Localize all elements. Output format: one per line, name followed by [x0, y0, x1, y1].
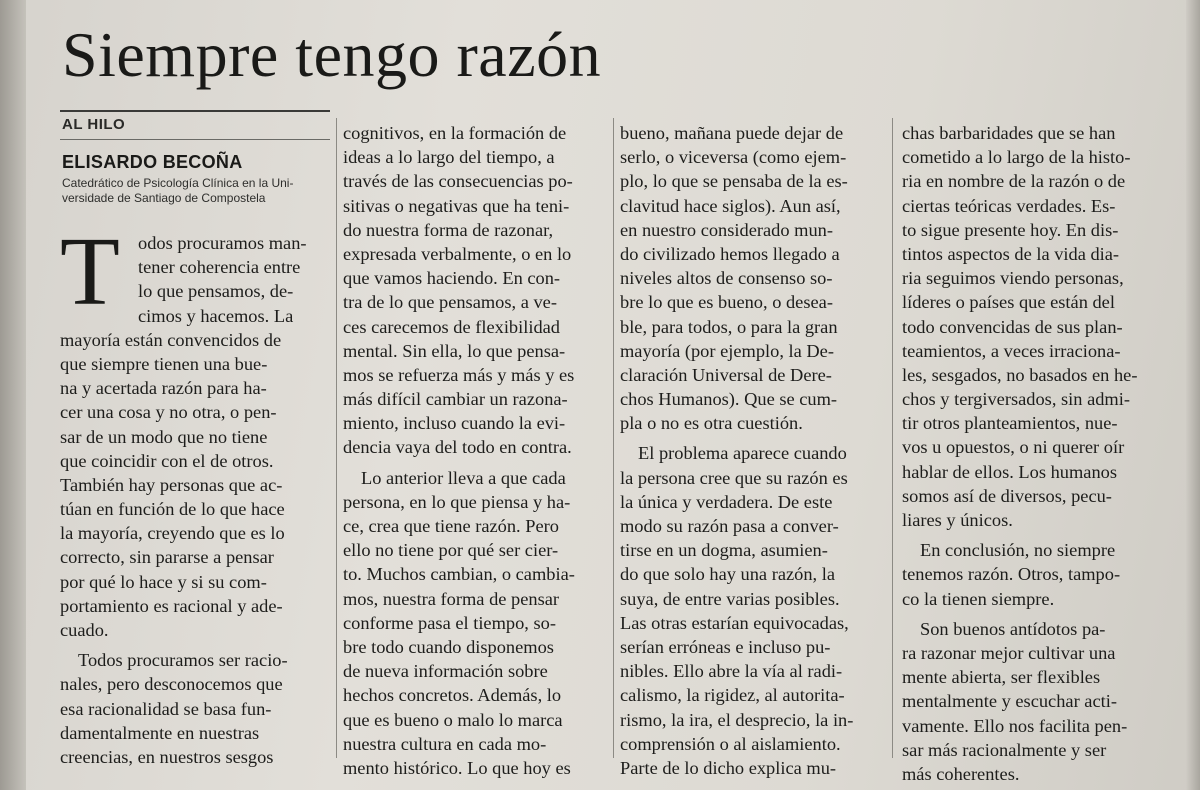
text-line: mente abierta, ser flexibles	[902, 667, 1101, 688]
text-line: hablar de ellos. Los humanos	[902, 461, 1118, 482]
text-line: do nuestra forma de razonar,	[343, 219, 554, 240]
text-line: en nuestro considerado mun-	[620, 219, 833, 240]
text-line: correcto, sin pararse a pensar	[60, 547, 274, 568]
drop-cap: T	[60, 218, 120, 326]
text-line: mental. Sin ella, lo que pensa-	[343, 340, 566, 361]
text-line: portamiento es racional y ade-	[60, 595, 283, 616]
column-divider	[336, 118, 337, 758]
section-tag: AL HILO	[62, 116, 126, 133]
text-line: bre lo que es bueno, o desea-	[620, 292, 833, 313]
text-line: cuado.	[60, 620, 109, 640]
text-line: co la tienen siempre.	[902, 588, 1055, 609]
text-line: Todos procuramos ser racio-	[78, 650, 288, 671]
text-line: Parte de lo dicho explica mu-	[620, 757, 837, 778]
text-line: tintos aspectos de la vida dia-	[902, 243, 1120, 264]
text-line: claración Universal de Dere-	[620, 364, 832, 385]
text-line: todo convencidas de sus plan-	[902, 316, 1123, 337]
text-line: creencias, en nuestros sesgos	[60, 746, 274, 767]
article-column-2	[343, 121, 607, 780]
text-line: ra razonar mejor cultivar una	[902, 642, 1116, 663]
text-line: líderes o países que están del	[902, 292, 1115, 313]
text-line: vamente. Ello nos facilita pen-	[902, 715, 1128, 736]
text-line: Son buenos antídotos pa-	[920, 618, 1106, 639]
text-line: hechos concretos. Además, lo	[343, 685, 562, 706]
text-line: cometido a lo largo de la histo-	[902, 147, 1131, 168]
text-line: mento histórico. Lo que hoy es	[343, 757, 571, 778]
text-line: chos Humanos). Que se cum-	[620, 389, 838, 410]
text-line: ble, para todos, o para la gran	[620, 316, 838, 337]
column-divider	[892, 118, 893, 758]
text-line: les, sesgados, no basados en he-	[902, 364, 1138, 385]
text-line: persona, en lo que piensa y ha-	[343, 491, 571, 512]
text-line: mos se refuerza más y más y es	[343, 364, 575, 385]
text-line: pla o no es otra cuestión.	[620, 413, 803, 434]
text-line: rismo, la ira, el desprecio, la in-	[620, 709, 854, 730]
affiliation-line: Catedrático de Psicología Clínica en la Uni-	[62, 176, 294, 190]
text-line: que coincidir con el de otros.	[60, 450, 274, 471]
text-line: la mayoría, creyendo que es lo	[60, 523, 285, 544]
text-line: Lo anterior lleva a que cada	[361, 467, 566, 488]
text-line: do que solo hay una razón, la	[620, 564, 836, 585]
text-line: bueno, mañana puede dejar de	[620, 123, 844, 143]
text-line: cimos y hacemos. La	[138, 305, 294, 326]
text-line: túan en función de lo que hace	[60, 499, 285, 520]
text-line: conforme pasa el tiempo, so-	[343, 612, 556, 633]
text-line: damentalmente en nuestras	[60, 722, 260, 743]
text-line: nibles. Ello abre la vía al radi-	[620, 661, 843, 682]
text-line: expresada verbalmente, o en lo	[343, 243, 572, 264]
text-line: comprensión o al aislamiento.	[620, 733, 841, 754]
author-affiliation	[62, 176, 330, 206]
text-line: que es bueno o malo lo marca	[343, 709, 563, 730]
text-line: ria seguimos viendo personas,	[902, 268, 1124, 289]
text-line: chos y tergiversados, sin admi-	[902, 389, 1130, 410]
text-line: que vamos haciendo. En con-	[343, 268, 561, 289]
text-line: ce, crea que tiene razón. Pero	[343, 516, 559, 536]
text-line: calismo, la rigidez, al autorita-	[620, 685, 845, 706]
text-line: Las otras estarían equivocadas,	[620, 612, 849, 633]
text-line: mos, nuestra forma de pensar	[343, 588, 560, 609]
text-line: niveles altos de consenso so-	[620, 268, 833, 289]
text-line: tenemos razón. Otros, tampo-	[902, 564, 1121, 585]
text-line: somos así de diversos, pecu-	[902, 485, 1112, 506]
text-line: sar de un modo que no tiene	[60, 426, 268, 447]
article-column-3	[620, 121, 882, 780]
text-line: tener coherencia entre	[138, 257, 301, 278]
text-line: mayoría están convencidos de	[60, 329, 282, 350]
text-line: suya, de entre varias posibles.	[620, 588, 840, 609]
text-line: cer una cosa y no otra, o pen-	[60, 402, 277, 423]
text-line: to sigue presente hoy. En dis-	[902, 219, 1119, 240]
text-line: lo que pensamos, de-	[138, 281, 294, 302]
text-line: do civilizado hemos llegado a	[620, 243, 840, 264]
text-line: la persona cree que su razón es	[620, 467, 848, 488]
text-line: vos u opuestos, o ni querer oír	[902, 437, 1125, 458]
text-line: ello no tiene por qué ser cier-	[343, 540, 559, 561]
headline: Siempre tengo razón	[62, 19, 602, 90]
text-line: modo su razón pasa a conver-	[620, 516, 839, 536]
text-line: ces carecemos de flexibilidad	[343, 316, 561, 337]
text-line: teamientos, a veces irraciona-	[902, 340, 1121, 361]
text-line: serlo, o viceversa (como ejem-	[620, 147, 847, 168]
text-line: ciertas teóricas verdades. Es-	[902, 195, 1116, 216]
text-line: plo, lo que se pensaba de la es-	[620, 171, 848, 192]
text-line: liares y únicos.	[902, 510, 1013, 530]
page-edge-right	[1186, 0, 1200, 790]
column-divider	[613, 118, 614, 758]
text-line: mentalmente y escuchar acti-	[902, 691, 1117, 712]
text-line: odos procuramos man-	[138, 233, 307, 253]
affiliation-line: versidade de Santiago de Compostela	[62, 191, 266, 205]
page-fold-shadow-left	[0, 0, 26, 790]
text-line: miento, incluso cuando la evi-	[343, 413, 566, 434]
author-name: ELISARDO BECOÑA	[62, 152, 243, 172]
text-line: ideas a lo largo del tiempo, a	[343, 147, 555, 168]
text-line: sitivas o negativas que ha teni-	[343, 195, 570, 216]
text-line: bre todo cuando disponemos	[343, 636, 554, 657]
text-line: esa racionalidad se basa fun-	[60, 698, 272, 719]
text-line: También hay personas que ac-	[60, 474, 283, 495]
text-line: más coherentes.	[902, 763, 1020, 784]
text-line: ria en nombre de la razón o de	[902, 171, 1126, 192]
section-rule-bottom	[60, 139, 330, 140]
section-rule-top	[60, 110, 330, 112]
text-line: En conclusión, no siempre	[920, 540, 1116, 561]
text-line: nuestra cultura en cada mo-	[343, 733, 547, 754]
text-line: cognitivos, en la formación de	[343, 123, 567, 143]
text-line: la única y verdadera. De este	[620, 491, 833, 512]
article-column-1	[60, 231, 332, 769]
text-line: través de las consecuencias po-	[343, 171, 573, 192]
text-line: sar más racionalmente y ser	[902, 739, 1107, 760]
text-line: serían erróneas e incluso pu-	[620, 636, 831, 657]
text-line: na y acertada razón para ha-	[60, 378, 267, 399]
text-line: tirse en un dogma, asumien-	[620, 540, 828, 561]
text-line: de nueva información sobre	[343, 661, 548, 682]
article-column-4	[902, 121, 1164, 786]
text-line: dencia vaya del todo en contra.	[343, 437, 572, 458]
text-line: más difícil cambiar un razona-	[343, 389, 568, 410]
text-line: El problema aparece cuando	[638, 443, 847, 464]
text-line: to. Muchos cambian, o cambia-	[343, 564, 575, 585]
text-line: tir otros planteamientos, nue-	[902, 413, 1118, 434]
text-line: nales, pero desconocemos que	[60, 674, 283, 695]
text-line: por qué lo hace y si su com-	[60, 571, 267, 592]
text-line: tra de lo que pensamos, a ve-	[343, 292, 557, 313]
text-line: clavitud hace siglos). Aun así,	[620, 195, 841, 216]
text-line: mayoría (por ejemplo, la De-	[620, 340, 834, 361]
text-line: que siempre tienen una bue-	[60, 353, 268, 374]
text-line: chas barbaridades que se han	[902, 123, 1116, 143]
